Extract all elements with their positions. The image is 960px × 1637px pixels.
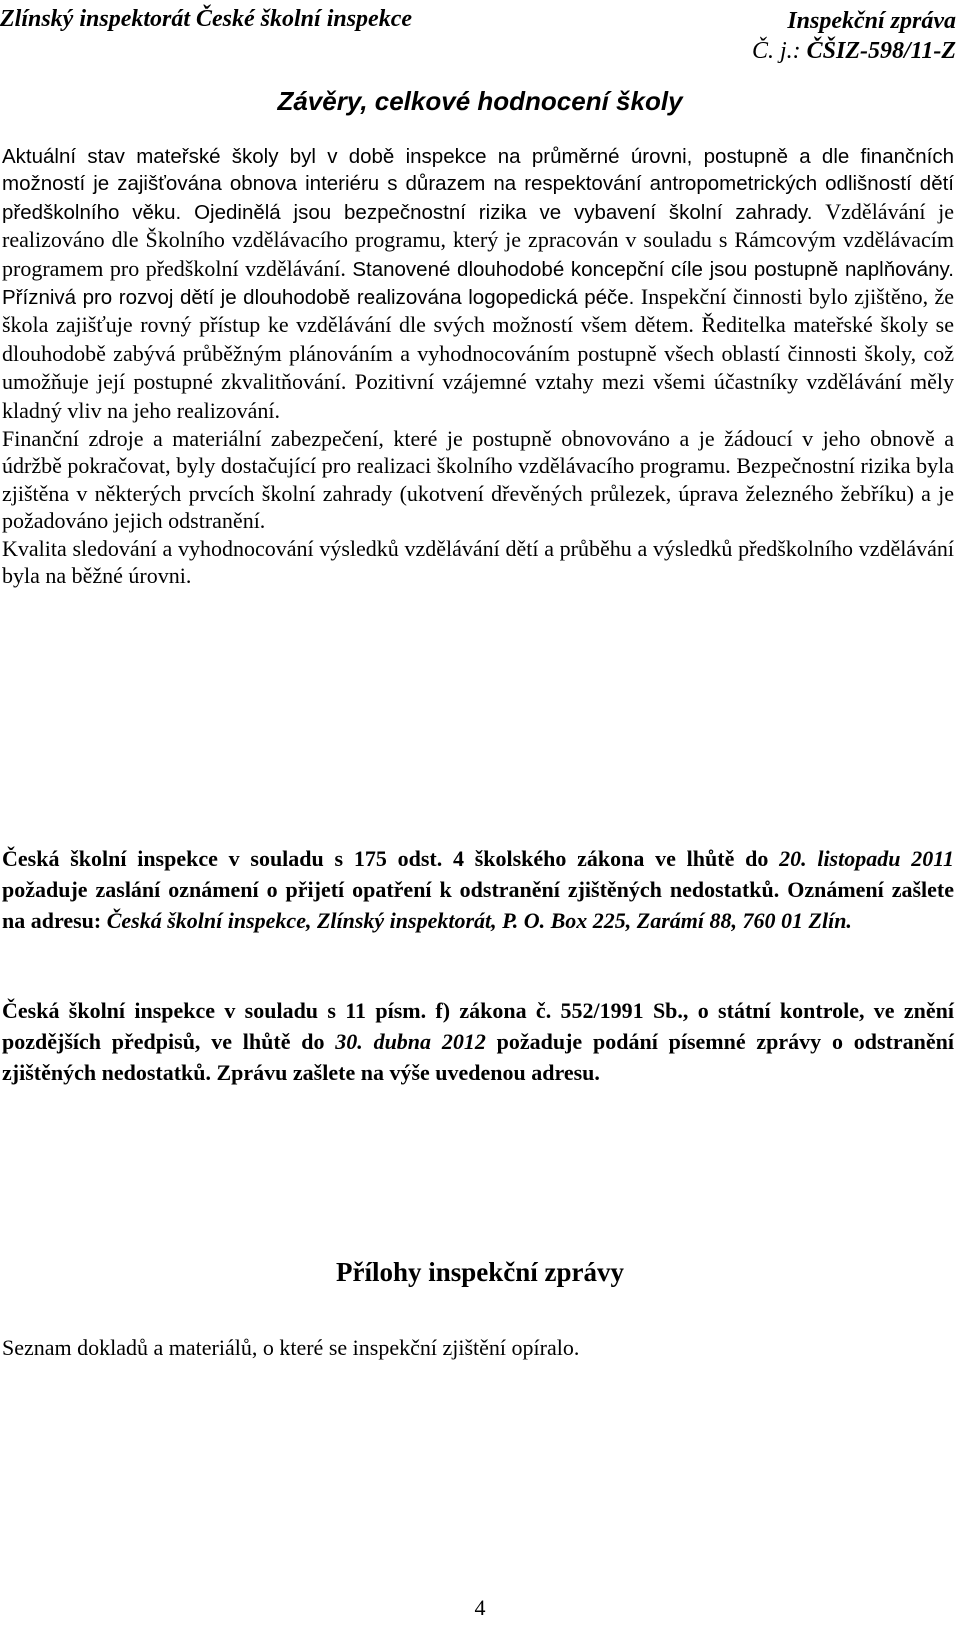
conclusions-body <box>2 143 954 590</box>
conclusions-paragraph-3: Kvalita sledování a vyhodnocování výsledků vzdělávání dětí a průběhu a výsledků předškolního vzdělávání byla na běžné úrovni. <box>2 535 954 589</box>
notice1-text-a: Česká školní inspekce v souladu s 175 odst. 4 školského zákona ve lhůtě do <box>2 846 780 871</box>
p1-segment-c: Stanovené dlouhodobé koncepční cíle jsou postupně naplňovány. Příznivá pro rozvoj dětí je dlouhodobě realizována logopedická péče. <box>2 257 954 310</box>
notice2-text-b: požaduje podání písemné zprávy o odstranění zjištěných nedostatků. Zprávu zašlete na výše uvedenou adresu. <box>2 1028 954 1085</box>
header-right <box>752 6 956 66</box>
notice1-address: Česká školní inspekce, Zlínský inspektorát, P. O. Box 225, Zarámí 88, 760 01 Zlín. <box>106 907 852 933</box>
header-organization: Zlínský inspektorát České školní inspekce <box>0 6 413 32</box>
attachments-title: Přílohy inspekční zprávy <box>335 1257 625 1287</box>
page-number: 4 <box>474 1595 486 1620</box>
conclusions-title: Závěry, celkové hodnocení školy <box>277 86 683 116</box>
conclusions-paragraph-1 <box>2 143 954 425</box>
attachments-text: Seznam dokladů a materiálů, o které se inspekční zjištění opíralo. <box>2 1335 580 1360</box>
notice2-text-a: Česká školní inspekce v souladu s 11 písm. f) zákona č. 552/1991 Sb., o státní kontrole, ve znění pozdějších předpisů, ve lhůtě do <box>2 998 954 1054</box>
p1-segment-a: Aktuální stav mateřské školy byl v době inspekce na průměrné úrovni, postupně a dle finančních možností je zajišťována obnova interiéru s důrazem na respektování antropometrických odlišností dětí předškolního věku. Ojedinělá jsou bezpečnostní rizika ve vybavení školní zahrady. <box>2 145 954 224</box>
notice2-date: 30. dubna 2012 <box>335 1028 486 1054</box>
p1-segment-b: Vzdělávání je realizováno dle Školního vzdělávacího programu, který je zpracován v souladu s Rámcovým vzdělávacím programem pro předškolní vzdělávání. <box>2 198 954 281</box>
reference-number: ČŠIZ-598/11-Z <box>806 38 956 64</box>
reference-prefix: Č. j.: <box>751 38 807 64</box>
notice-deadline-1 <box>2 844 954 936</box>
notice-deadline-2 <box>2 996 954 1088</box>
notice1-text-b: požaduje zaslání oznámení o přijetí opatření k odstranění zjištěných nedostatků. Oznámení zašlete na adresu: <box>2 876 954 933</box>
conclusions-paragraph-2: Finanční zdroje a materiální zabezpečení, které je postupně obnovováno a je žádoucí v jeho obnově a údržbě pokračovat, byly dostačující pro realizaci školního vzdělávacího programu. Bezpečnostní rizika byla zjištěna v některých prvcích školní zahrady (ukotvení dřevěných průlezek, úprava železného žebříku) a je požadováno jejich odstranění. <box>2 426 954 534</box>
p1-segment-d: Inspekční činnosti bylo zjištěno, že škola zajišťuje rovný přístup ke vzdělávání dle svých možností všem dětem. Ředitelka mateřské školy se dlouhodobě zabývá průběžným plánováním a vyhodnocováním postupně všech oblastí činnosti školy, což umožňuje její postupné zkvalitňování. Pozitivní vzájemné vztahy mezi všemi účastníky vzdělávání měly kladný vliv na jeho realizování. <box>2 284 954 423</box>
header-reference <box>752 36 956 66</box>
notice1-date: 20. listopadu 2011 <box>779 846 954 871</box>
header-report-title: Inspekční zpráva <box>787 8 956 34</box>
